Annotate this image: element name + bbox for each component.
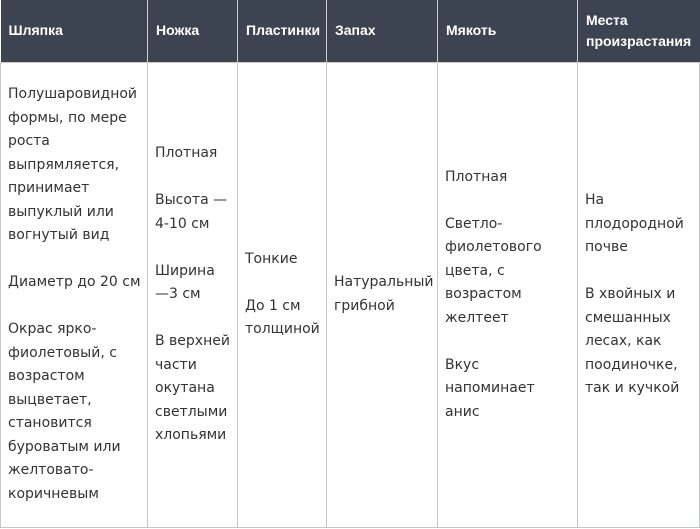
column-header-flesh: Мякоть <box>438 0 578 62</box>
habitat-forest-text: В хвойных и смешанных лесах, как поодиночке, так и кучкой <box>585 286 680 396</box>
habitat-soil-text: На плодородной почве <box>585 192 684 255</box>
cell-gills <box>238 62 327 528</box>
flesh-color-text: Светло-фиолетового цвета, с возрастом желтеет <box>445 215 542 326</box>
cap-color-text: Окрас ярко-фиолетовый, с возрастом выцветает, становится буроватым или желтовато-коричневым <box>8 321 121 502</box>
column-header-gills: Пластинки <box>238 0 327 62</box>
cap-shape-text: Полушаровидной формы, по мере роста выпрямляется, принимает выпуклый или вогнутый вид <box>8 86 138 244</box>
header-row <box>1 0 700 62</box>
column-header-cap: Шляпка <box>1 0 148 62</box>
stem-height-text: Высота — 4-10 см <box>155 192 228 232</box>
column-header-stem: Ножка <box>148 0 238 62</box>
smell-text: Натуральный грибной <box>334 274 434 314</box>
cell-habitat <box>578 62 700 528</box>
flesh-density-text: Плотная <box>445 168 508 185</box>
cell-stem <box>148 62 238 528</box>
cell-smell <box>327 62 438 528</box>
gills-thickness-text: До 1 см толщиной <box>245 297 320 338</box>
table-row <box>1 62 700 528</box>
stem-top-text: В верхней части окутана светлыми хлопьями <box>155 333 230 443</box>
flesh-taste-text: Вкус напоминает анис <box>445 356 535 420</box>
cell-cap <box>1 62 148 528</box>
gills-type-text: Тонкие <box>245 250 298 267</box>
cell-flesh <box>438 62 578 528</box>
stem-density-text: Плотная <box>155 145 218 161</box>
column-header-smell: Запах <box>327 0 438 62</box>
column-header-habitat: Места произрастания <box>578 0 700 62</box>
cap-diameter-text: Диаметр до 20 см <box>8 274 141 291</box>
stem-width-text: Ширина —3 см <box>155 262 215 302</box>
